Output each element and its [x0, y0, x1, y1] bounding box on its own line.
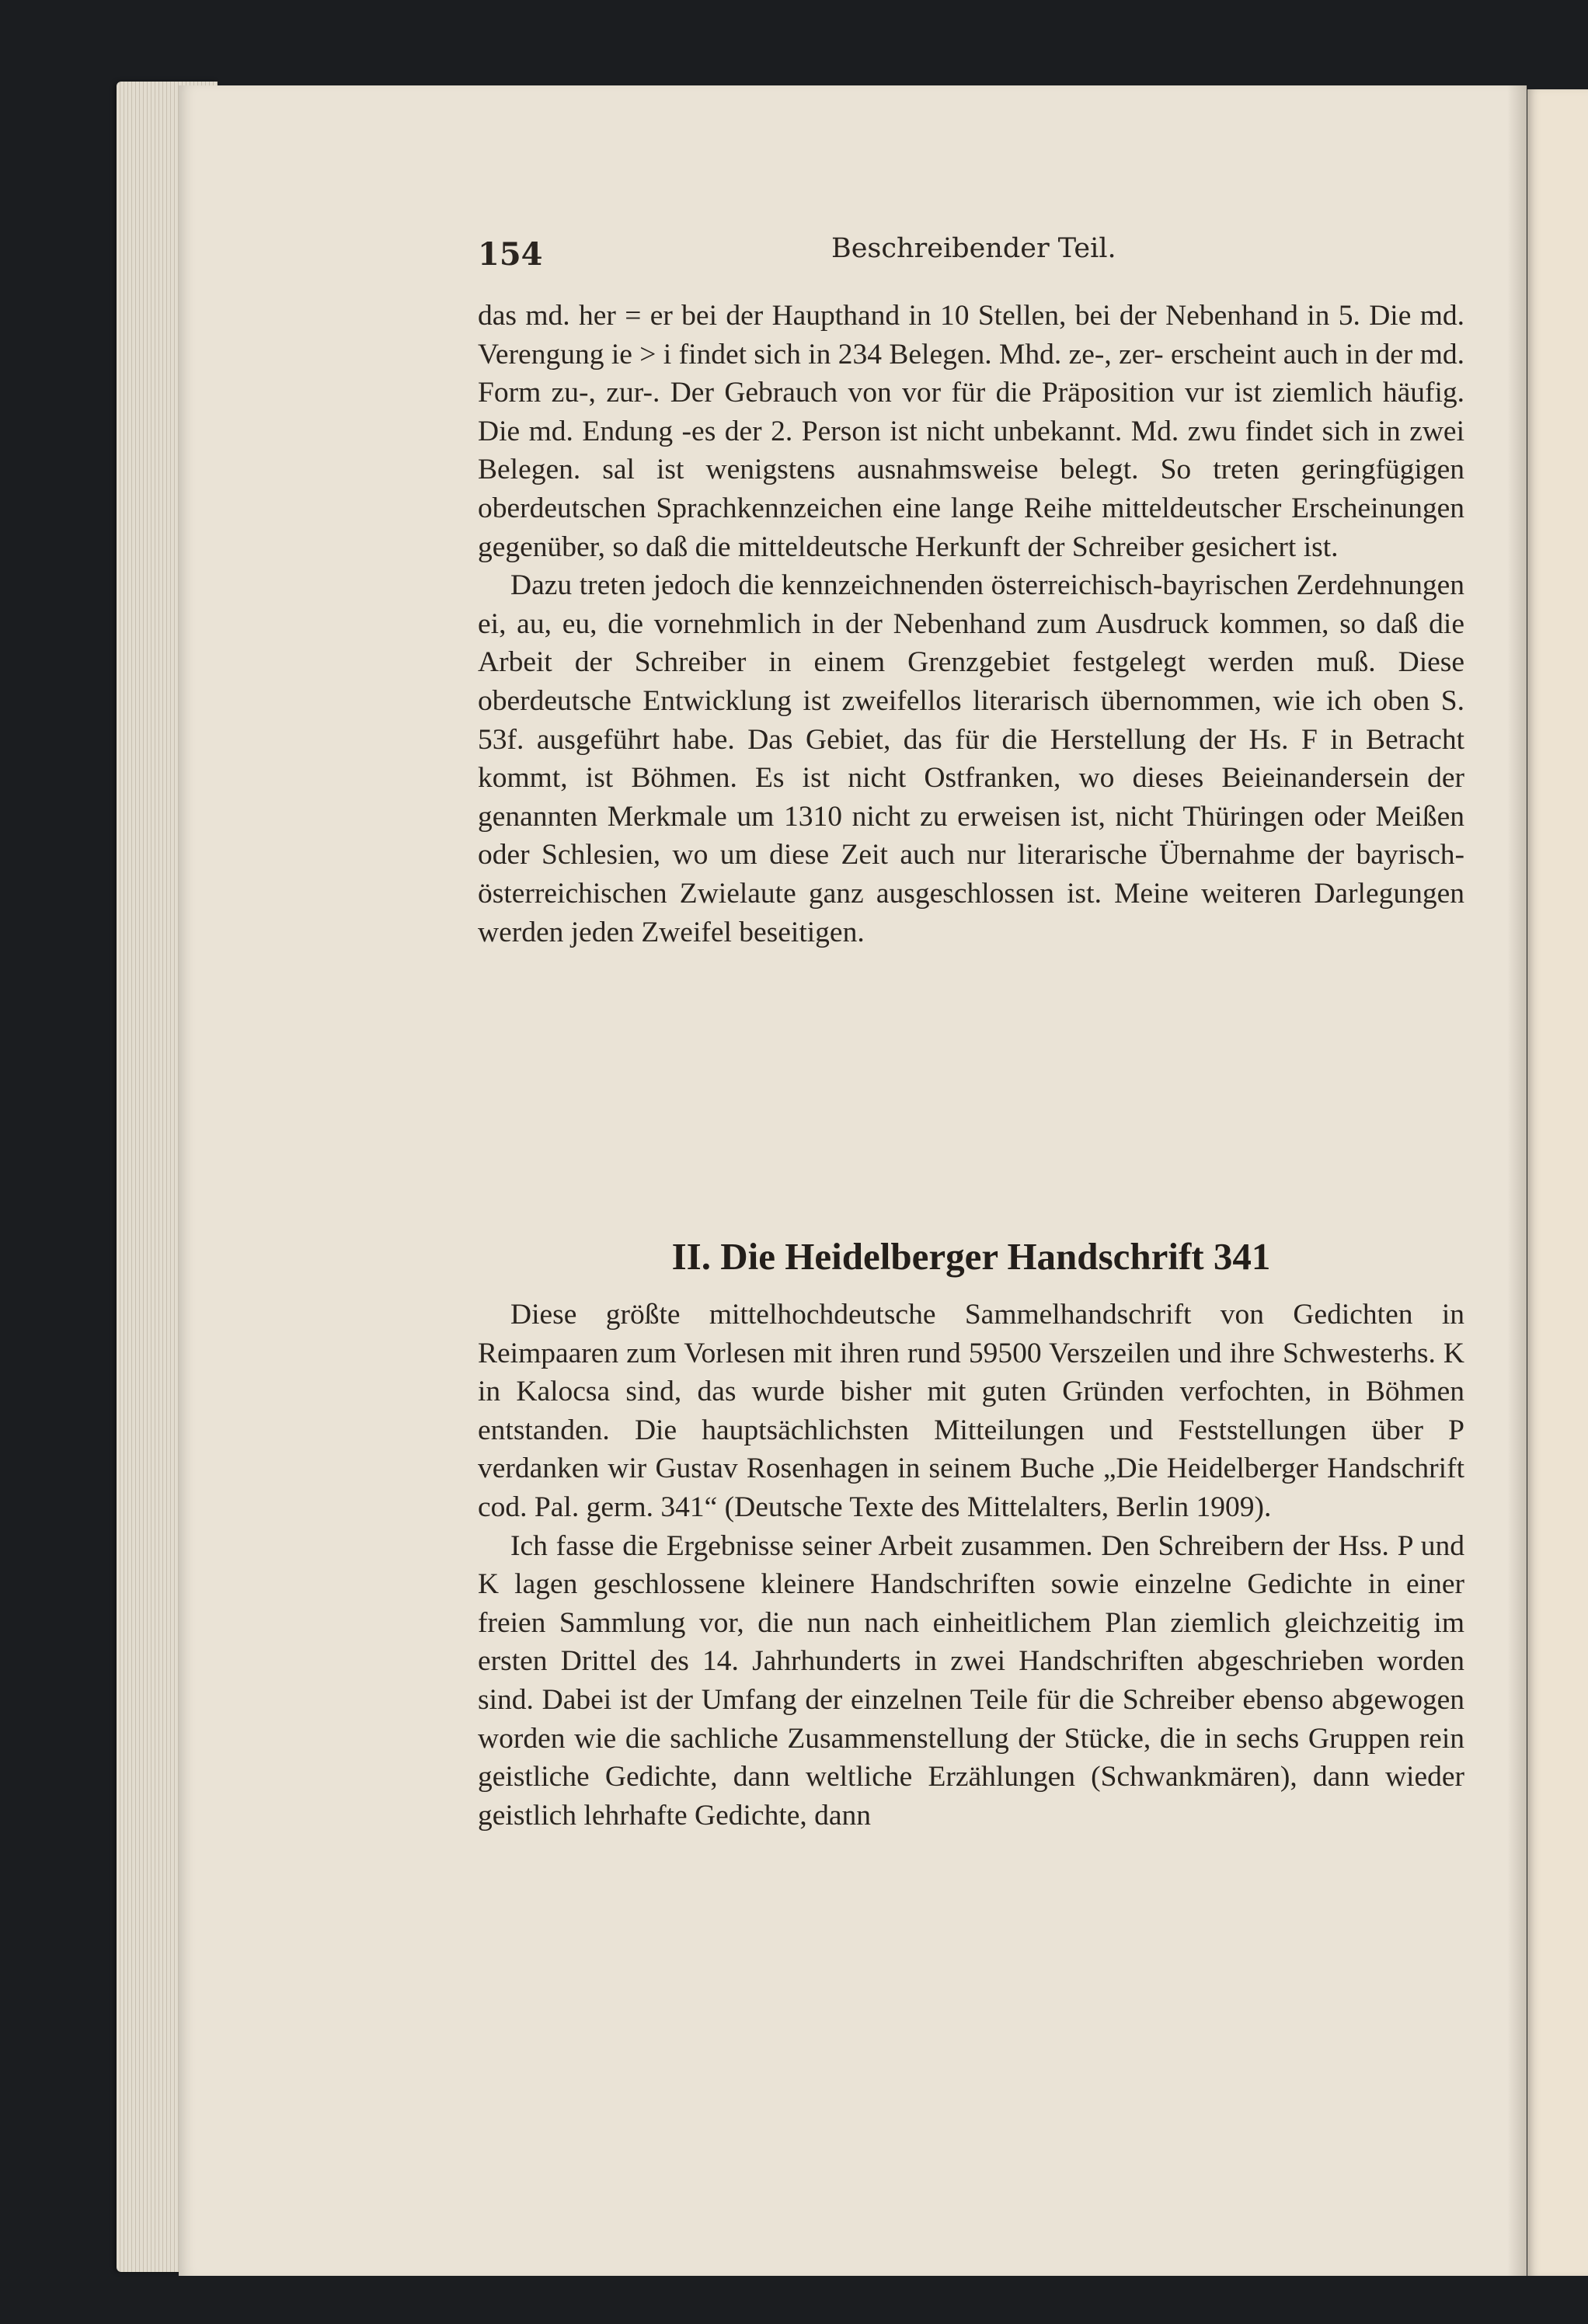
paragraph-1: das md. her = er bei der Haupthand in 10 Stellen, bei der Nebenhand in 5. Die md. Verengung ie > i findet sich in 234 Belegen. Mhd. ze-, zer- erscheint auch in der md. Form zu-, zur-. Der Gebrauch von vor für die Präposition vur ist ziemlich häufig. Die md. Endung -es der 2. Person ist nicht unbekannt. Md. zwu findet sich in zwei Belegen. sal ist wenigstens ausnahmsweise belegt. So treten geringfügigen oberdeutschen Sprachkennzeichen eine lange Reihe mitteldeutscher Erscheinungen gegenüber, so daß die mitteldeutsche Herkunft der Schreiber gesichert ist. — [478, 300, 1464, 563]
section-heading: II. Die Heidelberger Handschrift 341 — [671, 1235, 1271, 1278]
section-paragraph-1: Diese größte mittelhochdeutsche Sammelhandschrift von Gedichten in Reimpaaren zum Vorlesen mit ihren rund 59500 Verszeilen und ihre Schwesterhs. K in Kalocsa sind, das wurde bisher mit guten Gründen verfochten, in Böhmen entstanden. Die hauptsächlichsten Mitteilungen und Feststellungen über P verdanken wir Gustav Rosenhagen in seinem Buche „Die Heidelberger Handschrift cod. Pal. germ. 341“ (Deutsche Texte des Mittelalters, Berlin 1909). — [478, 1299, 1464, 1523]
paragraph-2: Dazu treten jedoch die kennzeichnenden österreichisch-bayrischen Zerdehnungen ei, au, eu, die vornehmlich in der Nebenhand zum Ausdruck kommen, so daß die Arbeit der Schreiber in einem Grenzgebiet festgelegt werden muß. Diese oberdeutsche Entwicklung ist zweifellos literarisch übernommen, wie ich oben S. 53f. ausgeführt habe. Das Gebiet, das für die Herstellung der Hs. F in Betracht kommt, ist Böhmen. Es ist nicht Ostfranken, wo dieses Beieinandersein der genannten Merkmale um 1310 nicht zu erweisen ist, nicht Thüringen oder Meißen oder Schlesien, wo um diese Zeit auch nur literarische Übernahme der bayrisch-österreichischen Zwielaute ganz ausgeschlossen ist. Meine weiteren Darlegungen werden jeden Zweifel beseitigen. — [478, 569, 1464, 948]
body-text — [478, 297, 1464, 952]
running-head: Beschreibender Teil. — [831, 233, 1116, 264]
page-number: 154 — [478, 236, 543, 273]
section-text — [478, 1296, 1464, 1835]
facing-page-edge — [1527, 89, 1588, 2276]
page-header — [478, 233, 1464, 272]
section-paragraph-2: Ich fasse die Ergebnisse seiner Arbeit zusammen. Den Schreibern der Hss. P und K lagen geschlossene kleinere Handschriften sowie einzelne Gedichte in einer freien Sammlung vor, die nun nach einheitlichem Plan ziemlich gleichzeitig im ersten Drittel des 14. Jahrhunderts in zwei Handschriften abgeschrieben worden sind. Dabei ist der Umfang der einzelnen Teile für die Schreiber ebenso abgewogen worden wie die sachliche Zusammenstellung der Stücke, die in sechs Gruppen rein geistliche Gedichte, dann weltliche Erzählungen (Schwankmären), dann wieder geistlich lehrhafte Gedichte, dann — [478, 1529, 1464, 1832]
gutter-shadow — [1507, 85, 1527, 2276]
